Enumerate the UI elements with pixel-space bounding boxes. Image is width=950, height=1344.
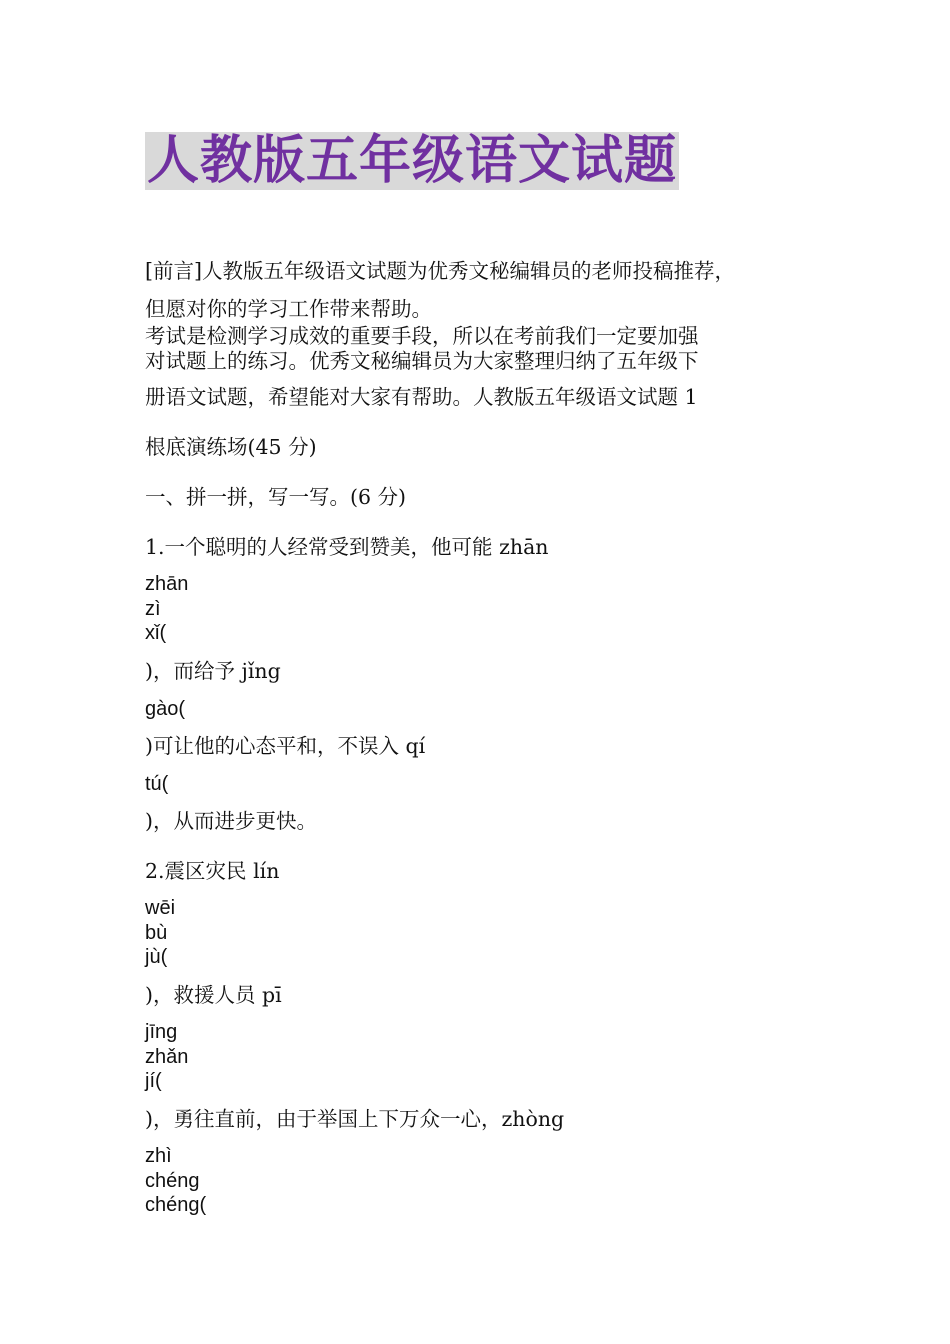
pinyin-line: zhān xyxy=(145,573,189,595)
pinyin-line: wēi xyxy=(145,897,176,919)
section-heading: 根底演练场(45 分) xyxy=(145,435,317,459)
pinyin-line: jīng xyxy=(145,1021,178,1043)
pinyin-line: zhì xyxy=(145,1145,172,1167)
pinyin-line: zì xyxy=(145,598,161,620)
pinyin-line: xǐ( xyxy=(145,622,167,644)
pinyin-line: chéng xyxy=(145,1170,200,1192)
pinyin-line: tú( xyxy=(145,773,169,795)
intro-line-5: 册语文试题，希望能对大家有帮助。人教版五年级语文试题 1 xyxy=(145,385,698,409)
intro-line-4: 对试题上的练习。优秀文秘编辑员为大家整理归纳了五年级下 xyxy=(145,349,699,373)
pinyin-line: bù xyxy=(145,922,168,944)
intro-line-2: 但愿对你的学习工作带来帮助。 xyxy=(145,297,432,321)
pinyin-line: jù( xyxy=(145,946,168,968)
q1-line: 1.一个聪明的人经常受到赞美，他可能 zhān xyxy=(145,535,549,559)
pinyin-line: zhǎn xyxy=(145,1046,189,1068)
q1-line: )，从而进步更快。 xyxy=(145,809,317,833)
q1-line: )可让他的心态平和，不误入 qí xyxy=(145,734,426,758)
pinyin-line: jí( xyxy=(145,1070,162,1092)
pinyin-line: chéng( xyxy=(145,1194,207,1216)
part-heading: 一、拼一拼，写一写。(6 分) xyxy=(145,485,407,509)
q2-line: )，勇往直前，由于举国上下万众一心，zhòng xyxy=(145,1107,565,1131)
intro-line-1: [前言]人教版五年级语文试题为优秀文秘编辑员的老师投稿推荐， xyxy=(145,259,735,283)
document-title: 人教版五年级语文试题 xyxy=(147,131,678,191)
q1-line: )，而给予 jǐng xyxy=(145,659,281,683)
intro-line-3: 考试是检测学习成效的重要手段，所以在考前我们一定要加强 xyxy=(145,324,699,348)
q2-line: )，救援人员 pī xyxy=(145,983,282,1007)
pinyin-line: gào( xyxy=(145,698,186,720)
q2-line: 2.震区灾民 lín xyxy=(145,859,280,883)
